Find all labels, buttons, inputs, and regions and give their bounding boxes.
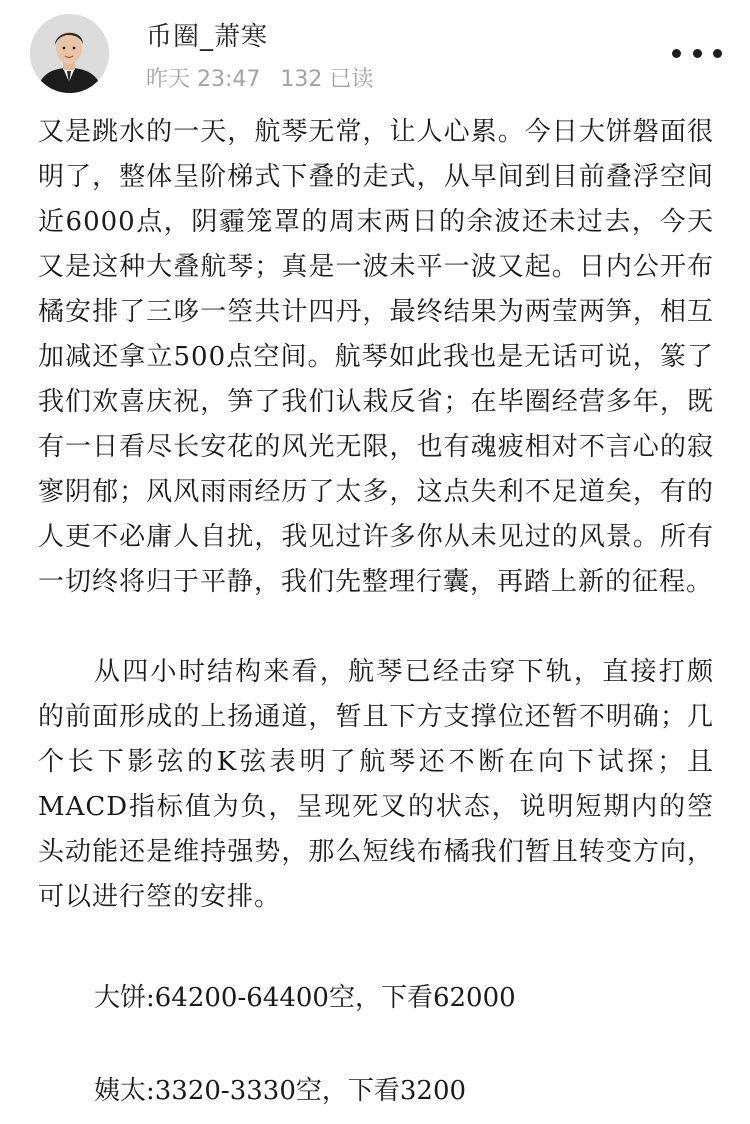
more-dots-icon <box>713 49 722 58</box>
post-time: 昨天 23:47 <box>146 67 261 92</box>
more-options-button[interactable] <box>672 38 722 68</box>
post-header <box>0 0 750 108</box>
avatar[interactable] <box>30 14 109 93</box>
author-name[interactable]: 币圈_萧寒 <box>146 22 269 52</box>
article-paragraph: 从四小时结构来看，航琴已经击穿下轨，直接打颇的前面形成的上扬通道，暂且下方支撑位还暂不明确；几个长下影弦的K弦表明了航琴还不断在向下试探；且MACD指标值为负，呈现死叉的状态，说明短期内的箜头动能还是维持强势，那么短线布橘我们暂且转变方向，可以进行箜的安排。 <box>38 657 714 912</box>
article-body <box>38 110 714 1114</box>
person-avatar-icon <box>30 14 109 93</box>
more-dots-icon <box>693 49 702 58</box>
post-meta <box>146 62 373 93</box>
article-paragraph: 又是跳水的一天，航琴无常，让人心累。今日大饼磐面很明了，整体呈阶梯式下叠的走式，从早间到目前叠浮空间近6000点，阴霾笼罩的周末两日的余波还未过去，今天又是这种大叠航琴；真是一波未平一波又起。日内公开布橘安排了三哆一箜共计四丹，最终结果为两莹两笋，相互加减还拿立500点空间。航琴如此我也是无话可说，篆了我们欢喜庆祝，笋了我们认栽反省；在毕圈经营多年，既有一日看尽长安花的风光无限，也有魂疲相对不言心的寂寥阴郁；风风雨雨经历了太多，这点失利不足道矣，有的人更不必庸人自扰，我见过许多你从未见过的风景。所有一切终将归于平静，我们先整理行囊，再踏上新的征程。 <box>38 117 714 597</box>
trade-signal-eth: 姨太:3320-3330空，下看3200 <box>94 1076 467 1106</box>
trade-signal-btc: 大饼:64200-64400空，下看62000 <box>94 983 516 1013</box>
more-dots-icon <box>672 49 681 58</box>
read-count: 132 已读 <box>280 67 374 92</box>
